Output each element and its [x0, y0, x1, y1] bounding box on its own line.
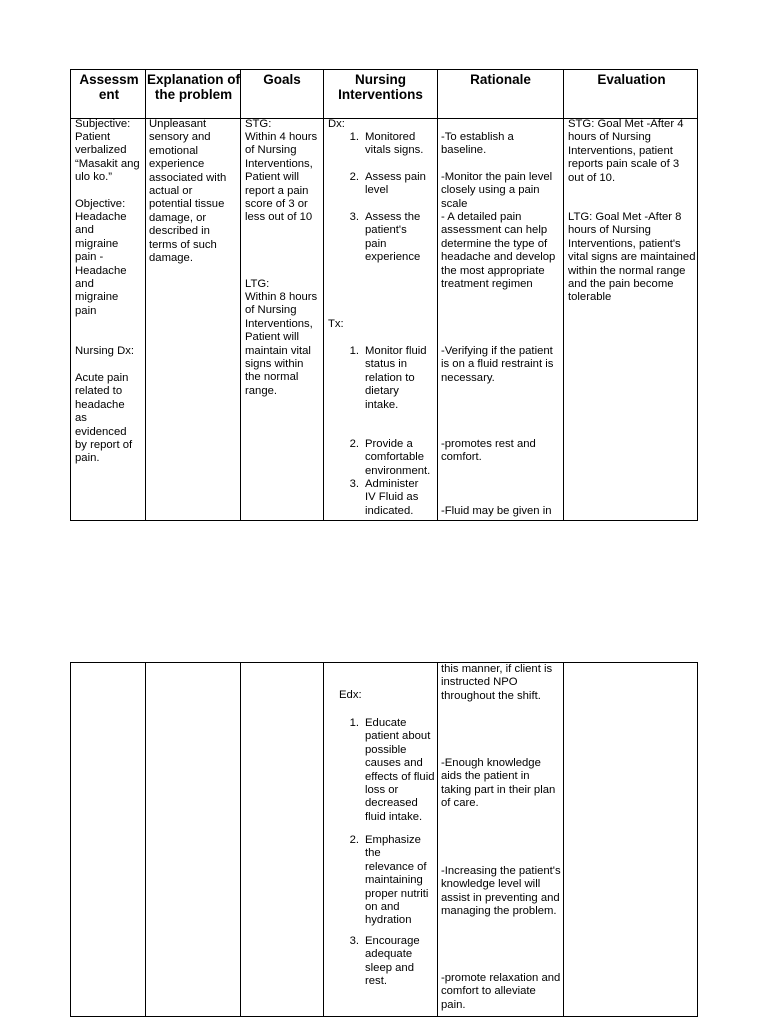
column-divider: [563, 663, 564, 1016]
header-nursing-interventions: Nursing Interventions: [338, 72, 423, 102]
rationale-text: -Enough knowledge aids the patient in taking part in their plan of care.: [441, 757, 556, 810]
header-rationale: Rationale: [470, 72, 531, 87]
goals-stg-text: Within 4 hours of Nursing Interventions, Patient will report a pain score of 3 or less out of 10: [245, 131, 318, 224]
list-number: 3.: [349, 211, 359, 223]
rationale-text: -promote relaxation and comfort to alleviate pain.: [441, 972, 561, 1011]
interventions-edx-label: Edx:: [339, 689, 362, 701]
column-divider: [240, 663, 241, 1016]
list-number: 3.: [349, 478, 359, 490]
column-divider: [437, 70, 438, 520]
assessment-objective-label: Objective:: [75, 198, 126, 210]
list-text: Assess pain level: [365, 171, 426, 197]
rationale-text: -Verifying if the patient is on a fluid restraint is necessary.: [441, 345, 554, 384]
column-divider: [563, 70, 564, 520]
header-explanation: Explanation of the problem: [147, 72, 241, 102]
column-divider: [323, 70, 324, 520]
list-text: Emphasize the relevance of maintaining proper nutriti on and hydration: [365, 834, 429, 927]
evaluation-ltg: LTG: Goal Met -After 8 hours of Nursing Interventions, patient's vital signs are maintained within the normal range and the pain become tolerable: [568, 211, 696, 304]
goals-ltg-text: Within 8 hours of Nursing Interventions, Patient will maintain vital signs within the normal range.: [245, 291, 318, 397]
column-divider: [145, 663, 146, 1016]
list-text: Monitored vitals signs.: [365, 131, 424, 157]
header-assessment: Assessm ent: [79, 72, 139, 102]
rationale-text: -Increasing the patient's knowledge level will assist in preventing and managing the problem.: [441, 865, 561, 918]
rationale-text: this manner, if client is instructed NPO throughout the shift.: [441, 663, 553, 702]
list-text: Encourage adequate sleep and rest.: [365, 935, 420, 988]
list-text: Educate patient about possible causes and effects of fluid loss or decreased fluid intake.: [365, 717, 435, 823]
list-number: 2.: [349, 834, 359, 846]
rationale-text: -Monitor the pain level closely using a pain scale: [441, 171, 553, 210]
assessment-nursing-dx-text: Acute pain related to headache as evidenced by report of pain.: [75, 372, 133, 465]
assessment-subjective-label: Subjective:: [75, 118, 131, 130]
goals-ltg-label: LTG:: [245, 278, 270, 290]
list-number: 2.: [349, 438, 359, 450]
list-text: Assess the patient's pain experience: [365, 211, 421, 264]
rationale-text: -Fluid may be given in: [441, 505, 552, 517]
header-goals: Goals: [263, 72, 301, 87]
explanation-text: Unpleasant sensory and emotional experience associated with actual or potential tissue damage, or described in terms of such damage.: [149, 118, 227, 265]
assessment-subjective-text: Patient verbalized “Masakit ang ulo ko.”: [75, 131, 140, 184]
list-number: 2.: [349, 171, 359, 183]
list-text: Monitor fluid status in relation to dietary intake.: [365, 345, 427, 411]
interventions-dx-label: Dx:: [328, 118, 345, 130]
rationale-text: -promotes rest and comfort.: [441, 438, 536, 464]
rationale-text: -To establish a baseline.: [441, 131, 514, 157]
column-divider: [323, 663, 324, 1016]
care-plan-table-page1: [70, 69, 698, 521]
list-number: 1.: [349, 717, 359, 729]
column-divider: [240, 70, 241, 520]
header-evaluation: Evaluation: [597, 72, 666, 87]
column-divider: [437, 663, 438, 1016]
evaluation-stg: STG: Goal Met -After 4 hours of Nursing Interventions, patient reports pain scale of 3 out of 10.: [568, 118, 684, 184]
list-number: 1.: [349, 345, 359, 357]
interventions-tx-label: Tx:: [328, 318, 344, 330]
assessment-objective-text: Headache and migraine pain -Headache and migraine pain: [75, 211, 127, 317]
list-number: 3.: [349, 935, 359, 947]
list-number: 1.: [349, 131, 359, 143]
column-divider: [145, 70, 146, 520]
goals-stg-label: STG:: [245, 118, 272, 130]
list-text: Administer IV Fluid as indicated.: [365, 478, 419, 517]
list-text: Provide a comfortable environment.: [365, 438, 431, 477]
assessment-nursing-dx-label: Nursing Dx:: [75, 345, 135, 357]
care-plan-table-page2: [70, 662, 698, 1017]
rationale-text: - A detailed pain assessment can help determine the type of headache and develop the most appropriate treatment regimen: [441, 211, 556, 291]
